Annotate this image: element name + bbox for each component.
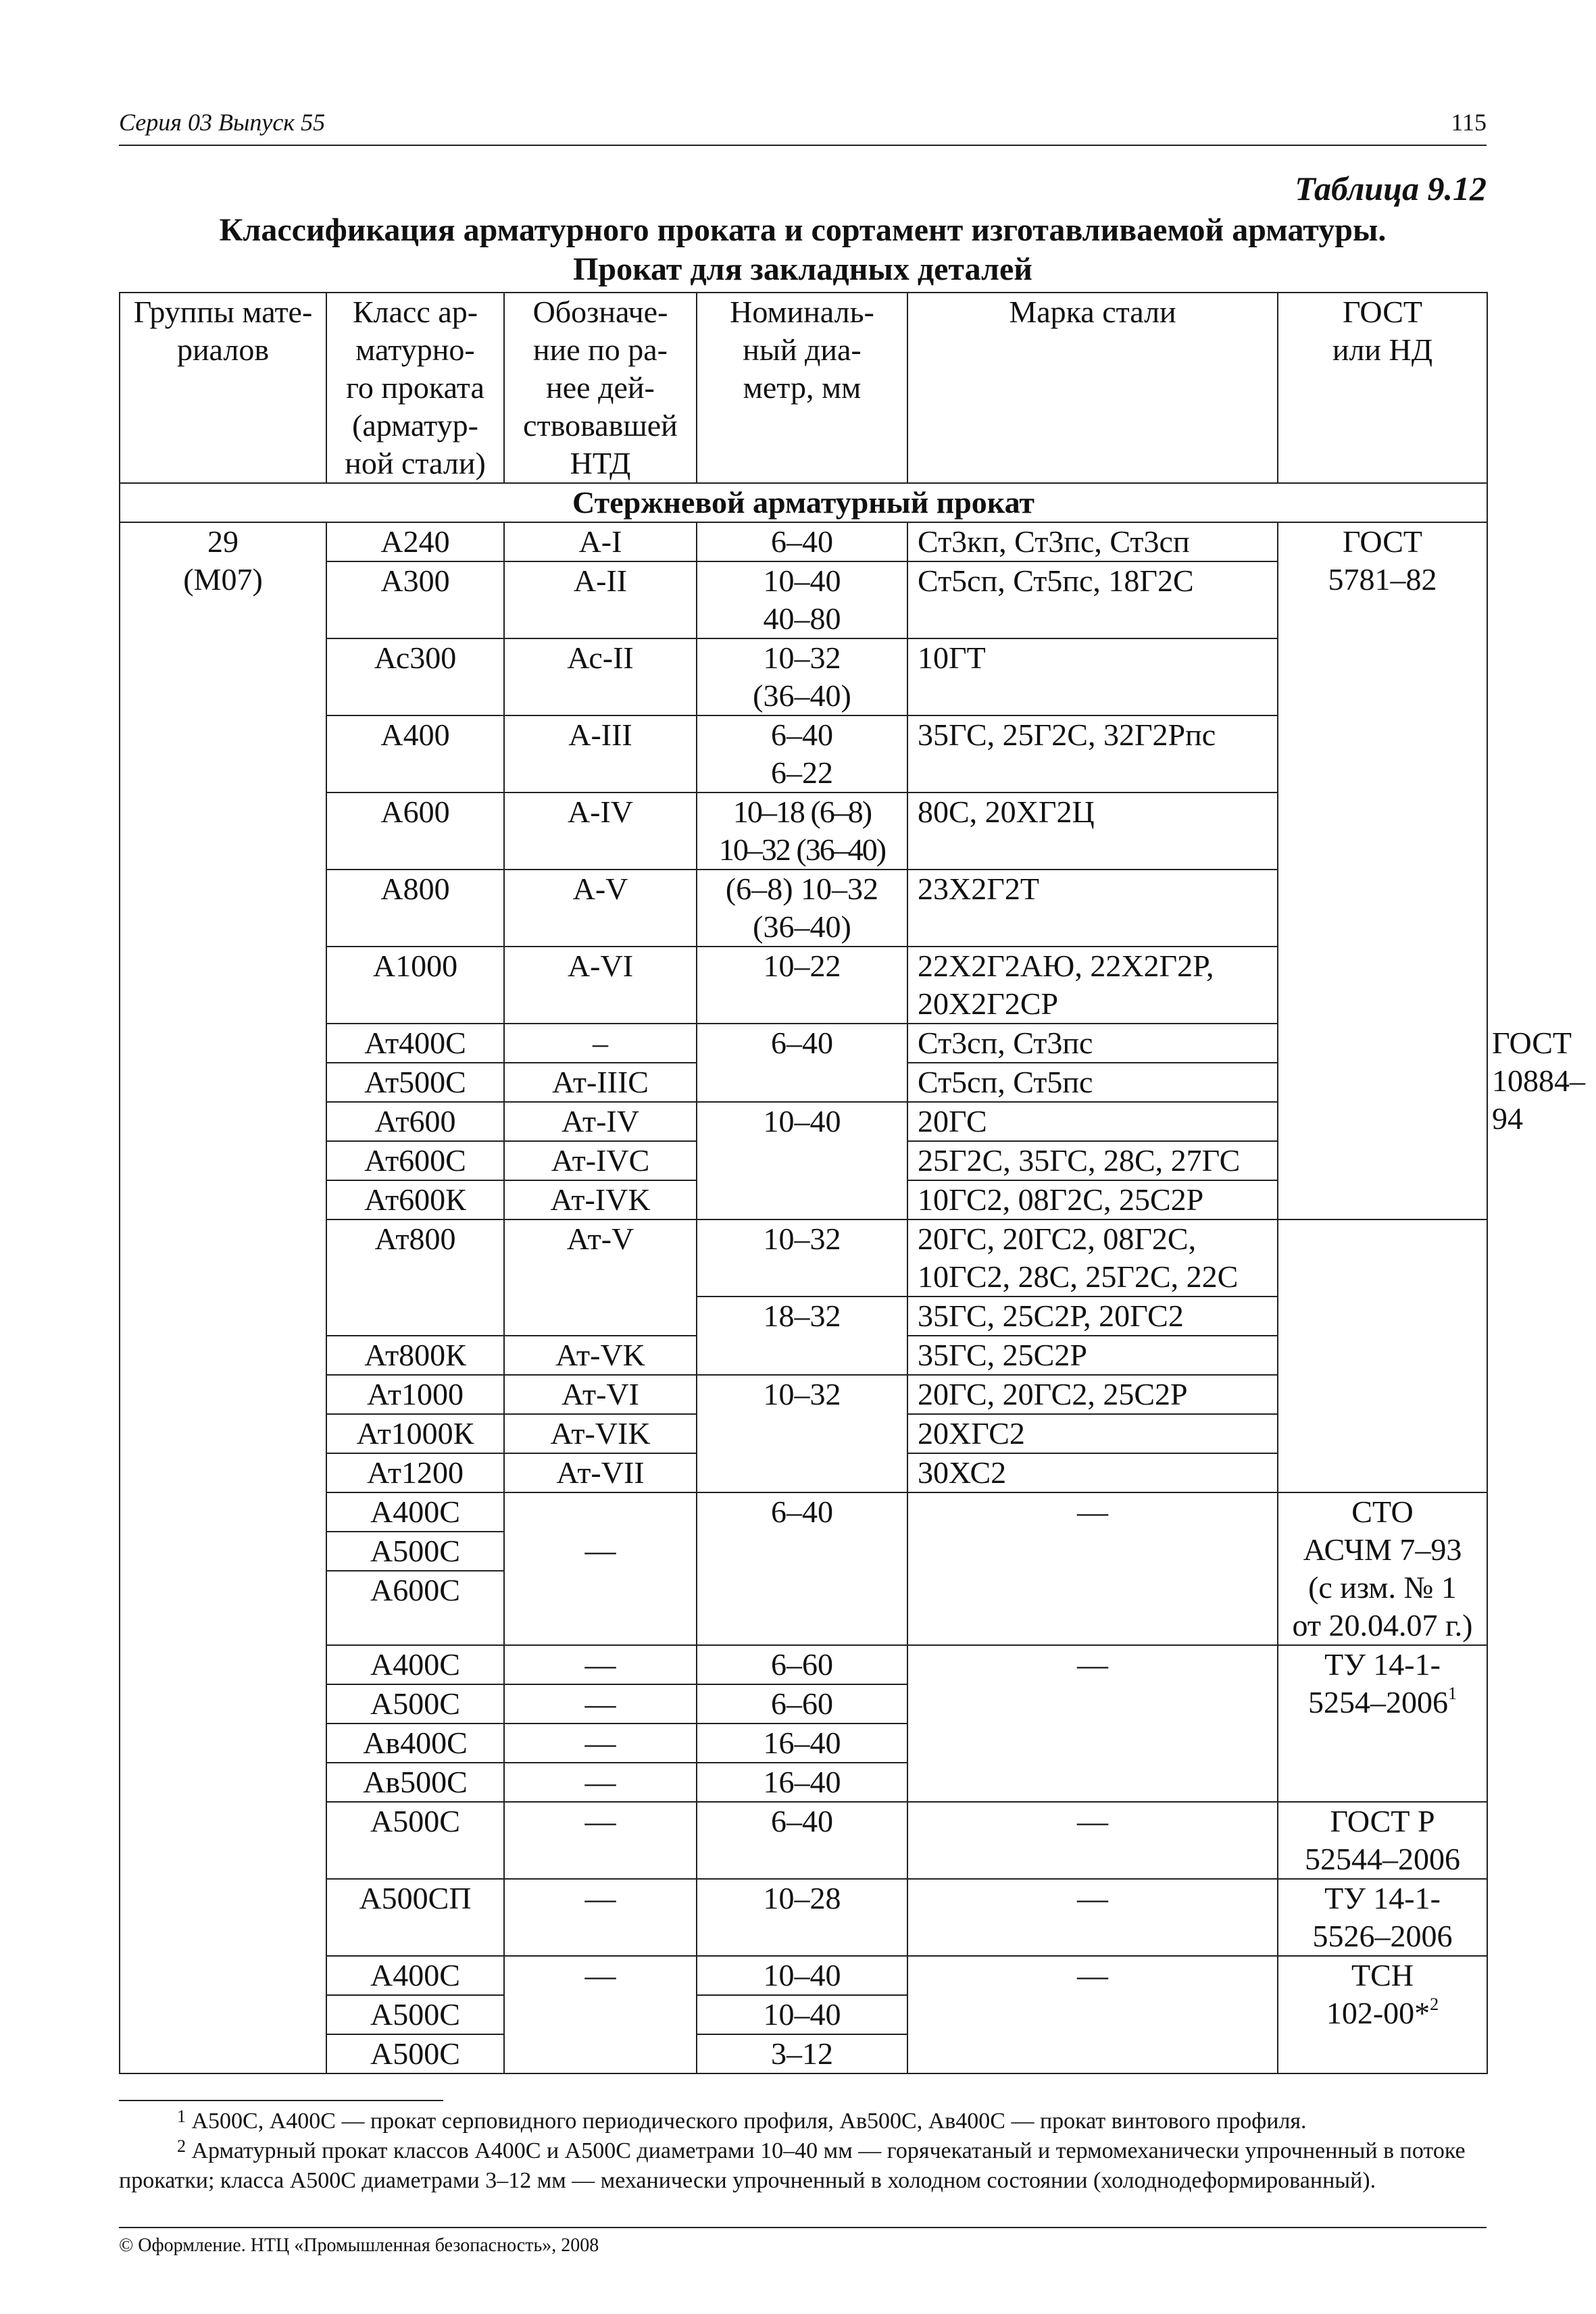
class-cell: А400С <box>326 1645 504 1684</box>
table-label: Таблица 9.12 <box>1295 170 1487 207</box>
old-cell: — <box>504 1645 697 1684</box>
diam-cell: 18–32 <box>697 1297 907 1375</box>
diam-cell: 10–32 (36–40) <box>697 638 907 715</box>
class-cell: Ат1200 <box>326 1453 504 1492</box>
diam-cell: 6–40 <box>697 522 907 561</box>
steel-cell: — <box>907 1956 1278 2073</box>
old-cell: — <box>504 1532 697 1571</box>
steel-cell: 22Х2Г2АЮ, 22Х2Г2Р, 20Х2Г2СР <box>907 947 1278 1024</box>
class-cell: Ас300 <box>326 638 504 715</box>
old-cell: A-II <box>504 561 697 638</box>
class-cell: Ат600С <box>326 1141 504 1180</box>
class-cell: А500С <box>326 1532 504 1571</box>
class-cell: Ат1000К <box>326 1414 504 1453</box>
diam-cell: 10–22 <box>697 947 907 1024</box>
steel-cell: Ст3кп, Ст3пс, Ст3сп <box>907 522 1278 561</box>
footnote-2: $^2$ Арматурный прокат классов А400С и А500С диаметрами 10–40 мм — горячекатаный и термомеханически упрочненный в потоке прокатки; класса А500С диаметрами 3–12 мм — механически упрочненный в холодном состоянии (холоднодеформированный). <box>119 2136 1466 2193</box>
table-header-row <box>120 293 1487 483</box>
class-cell: Ат600К <box>326 1180 504 1219</box>
steel-cell: 20ХГС2 <box>907 1414 1278 1453</box>
steel-cell: 30ХС2 <box>907 1453 1278 1492</box>
old-cell: Ат-IV <box>504 1102 697 1141</box>
steel-cell: 35ГС, 25С2Р <box>907 1336 1278 1375</box>
class-cell: Ат600 <box>326 1102 504 1141</box>
class-cell: А240 <box>326 522 504 561</box>
header-steel-grade: Марка стали <box>907 293 1278 483</box>
section-title: Стержневой арматурный прокат <box>120 483 1487 522</box>
class-cell: А400С <box>326 1956 504 1995</box>
steel-cell: 35ГС, 25С2Р, 20ГС2 <box>907 1297 1278 1336</box>
page-number: 115 <box>1451 109 1487 136</box>
diam-cell: 16–40 <box>697 1724 907 1763</box>
diam-cell: 6–60 <box>697 1645 907 1684</box>
footnote-mark-2: 2 <box>177 2136 186 2156</box>
old-cell: — <box>504 1684 697 1724</box>
old-cell: Ат-VII <box>504 1453 697 1492</box>
old-cell: A-IV <box>504 793 697 870</box>
diam-cell: 10–40 <box>697 1995 907 2034</box>
section-row <box>120 483 1487 522</box>
header-class: Класс ар- матурно- го проката (арматур- ной стали) <box>326 293 504 483</box>
steel-cell: Ст5сп, Ст5пс, 18Г2С <box>907 561 1278 638</box>
steel-cell: Ст3сп, Ст3пс <box>907 1024 1278 1063</box>
old-cell: — <box>504 1879 697 1956</box>
diam-cell: 16–40 <box>697 1763 907 1802</box>
diam-cell: 10–18 (6–8) 10–32 (36–40) <box>697 793 907 870</box>
class-cell: А500СП <box>326 1879 504 1956</box>
diam-cell: 6–40 <box>697 1492 907 1645</box>
diam-cell: 6–40 <box>697 1802 907 1879</box>
old-cell: A-VI <box>504 947 697 1024</box>
steel-cell: 10ГС2, 08Г2С, 25С2Р <box>907 1180 1278 1219</box>
old-cell: — <box>504 1724 697 1763</box>
header-old-designation: Обозначе- ние по ра- нее дей- ствовавшей НТД <box>504 293 697 483</box>
old-cell <box>504 1492 697 1532</box>
class-cell: А500С <box>326 1995 504 2034</box>
steel-cell: Ст5сп, Ст5пс <box>907 1063 1278 1102</box>
diam-cell: 10–40 <box>697 1956 907 1995</box>
old-cell: Ат-VIK <box>504 1414 697 1453</box>
gost-cell: ТУ 14-1- 5254–2006$^1$ <box>1278 1645 1487 1802</box>
old-cell: Ат-IIIC <box>504 1063 697 1102</box>
old-cell: A-V <box>504 870 697 947</box>
footnote-ref-2: 2 <box>1430 1994 1439 2014</box>
copyright: © Оформление. НТЦ «Промышленная безопасность», 2008 <box>119 2227 1487 2257</box>
class-cell: А400С <box>326 1492 504 1532</box>
gost-cell: СТО АСЧМ 7–93 (с изм. № 1 от 20.04.07 г.) <box>1278 1492 1487 1645</box>
class-cell: А1000 <box>326 947 504 1024</box>
class-cell: А600С <box>326 1571 504 1645</box>
class-cell: Ат800К <box>326 1336 504 1375</box>
class-cell: А500С <box>326 1684 504 1724</box>
series-title: Серия 03 Выпуск 55 <box>119 109 326 136</box>
header-diameter: Номиналь- ный диа- метр, мм <box>697 293 907 483</box>
old-cell: Ат-IVK <box>504 1180 697 1219</box>
class-cell: А500С <box>326 1802 504 1879</box>
class-cell: А600 <box>326 793 504 870</box>
steel-cell: 25Г2С, 35ГС, 28С, 27ГС <box>907 1141 1278 1180</box>
class-cell: А400 <box>326 715 504 793</box>
class-cell: Ат1000 <box>326 1375 504 1414</box>
table-caption <box>119 211 1487 289</box>
steel-cell: 10ГТ <box>907 638 1278 715</box>
class-cell: Ат400С <box>326 1024 504 1063</box>
caption-line-2: Прокат для закладных деталей <box>573 251 1032 287</box>
table-row <box>120 522 1487 561</box>
old-cell <box>504 1571 697 1645</box>
steel-cell: — <box>907 1802 1278 1879</box>
footnote-rule <box>119 2100 443 2101</box>
steel-cell: 23Х2Г2Т <box>907 870 1278 947</box>
old-cell: A-I <box>504 522 697 561</box>
old-cell: Ат-VI <box>504 1375 697 1414</box>
footnotes <box>119 2107 1487 2196</box>
gost-cell: ТСН 102-00*$^2$ <box>1278 1956 1487 2073</box>
reinforcement-table <box>119 292 1585 2074</box>
diam-cell: (6–8) 10–32 (36–40) <box>697 870 907 947</box>
table-row: Ат400С – 6–40 Ст3сп, Ст3пс ГОСТ 10884–94 <box>120 1024 1487 1063</box>
class-cell: А300 <box>326 561 504 638</box>
old-cell: — <box>504 1956 697 2073</box>
diam-cell: 3–12 <box>697 2034 907 2073</box>
old-cell: Ат-VK <box>504 1336 697 1375</box>
diam-cell: 6–40 <box>697 1024 907 1102</box>
steel-cell: — <box>907 1879 1278 1956</box>
steel-cell: 35ГС, 25Г2С, 32Г2Рпс <box>907 715 1278 793</box>
caption-line-1: Классификация арматурного проката и сортамент изготавливаемой арматуры. <box>219 212 1387 248</box>
page-header <box>119 107 1487 146</box>
diam-cell: 10–28 <box>697 1879 907 1956</box>
class-cell: А800 <box>326 870 504 947</box>
diam-cell: 6–60 <box>697 1684 907 1724</box>
gost-cell: ГОСТ Р 52544–2006 <box>1278 1802 1487 1879</box>
gost-cell: ТУ 14-1- 5526–2006 <box>1278 1879 1487 1956</box>
gost-cell: ГОСТ 5781–82 <box>1278 522 1487 1219</box>
footnote-1: $^1$ А500С, А400С — прокат серповидного периодического профиля, Ав500С, Ав400С — прокат винтового профиля. <box>177 2107 1307 2134</box>
old-cell: Ат-V <box>504 1219 697 1336</box>
steel-cell: — <box>907 1645 1278 1802</box>
old-cell: – <box>504 1024 697 1063</box>
old-cell: Ас-II <box>504 638 697 715</box>
diam-cell: 10–40 <box>697 1102 907 1219</box>
old-cell: — <box>504 1763 697 1802</box>
steel-cell: 20ГС <box>907 1102 1278 1141</box>
steel-cell: 80С, 20ХГ2Ц <box>907 793 1278 870</box>
footnote-mark-1: 1 <box>177 2107 186 2126</box>
diam-cell: 10–40 40–80 <box>697 561 907 638</box>
header-gost: ГОСТ или НД <box>1278 293 1487 483</box>
class-cell: А500С <box>326 2034 504 2073</box>
group-cell: 29 (М07) <box>120 522 326 2073</box>
old-cell: Ат-IVC <box>504 1141 697 1180</box>
diam-cell: 6–40 6–22 <box>697 715 907 793</box>
class-cell: Ав500С <box>326 1763 504 1802</box>
steel-cell: 20ГС, 20ГС2, 25С2Р <box>907 1375 1278 1414</box>
old-cell: A-III <box>504 715 697 793</box>
diam-cell: 10–32 <box>697 1375 907 1492</box>
footnote-ref-1: 1 <box>1448 1684 1457 1703</box>
diam-cell: 10–32 <box>697 1219 907 1297</box>
class-cell: Ат800 <box>326 1219 504 1336</box>
old-cell: — <box>504 1802 697 1879</box>
header-group: Группы мате- риалов <box>120 293 326 483</box>
steel-cell: 20ГС, 20ГС2, 08Г2С, 10ГС2, 28С, 25Г2С, 22С <box>907 1219 1278 1297</box>
class-cell: Ат500С <box>326 1063 504 1102</box>
steel-cell: — <box>907 1492 1278 1645</box>
class-cell: Ав400С <box>326 1724 504 1763</box>
